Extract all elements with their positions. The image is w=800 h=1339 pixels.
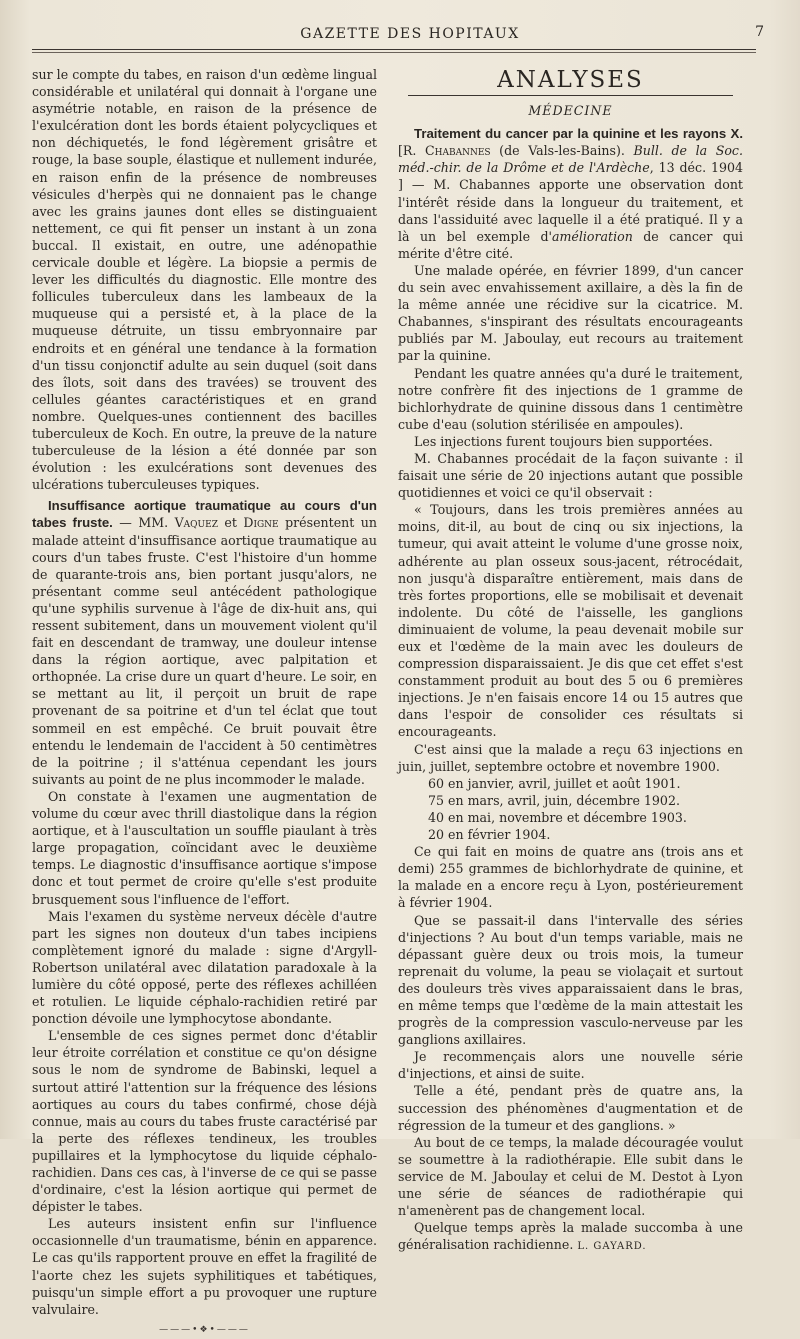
paragraph: L'ensemble de ces signes permet donc d'établir leur étroite corrélation et constitue ce qu'on désigne sous le nom de syndrome de Babinski, lequel a surtout attiré l'attention sur la fréquence des lésions aortiques au cours du tabes confirmé, chose déjà connue, mais au cours du tabes fruste caractérisé par la perte des réflexes tendineux, les troubles pupillaires et la lymphocytose du liquide céphalo-rachidien. Dans ces cas, à l'inverse de ce qui se passe d'ordinaire, c'est la lésion aortique qui permet de dépister le tabes. — [32, 1028, 377, 1215]
author-name: Chabannes — [425, 143, 491, 159]
paragraph: M. Chabannes procédait de la façon suivante : il faisait une série de 20 injections autant que possible quotidiennes et voici ce qu'il observait : — [398, 450, 743, 501]
list-item: 20 en février 1904. — [428, 827, 551, 843]
left-column — [32, 66, 377, 1339]
section-title: ANALYSES — [497, 67, 644, 93]
article-paragraph-aortic: Insuffisance aortique traumatique au cours d'un tabes fruste. — MM. Vaquez et Digne présentent un malade atteint d'insuffisance aortique traumatique au cours d'un tabes fruste. C'est l'histoire d'un homme de quarante-trois ans, bien portant jusqu'alors, ne présentant comme seul antécédent pathologique qu'une syphilis survenue à l'âge de dix-huit ans, qui ressent subitement, dans un mouvement violent qu'il fait en descendant de tramway, une douleur intense dans la région aortique, avec palpitation et orthopnée. La crise dure un quart d'heure. Le soir, en se mettant au lit, il perçoit un bruit de rape provenant de sa poitrine et d'un tel éclat que tout sommeil en est empêché. Ce bruit pouvait être entendu le lendemain de l'accident à 50 centimètres de la poitrine ; il s'atténua cependant les jours suivants au point de ne plus incommoder le malade. — [32, 498, 377, 787]
paragraph: C'est ainsi que la malade a reçu 63 injections en juin, juillet, septembre octobre et novembre 1900. — [398, 741, 743, 774]
list-item: 60 en janvier, avril, juillet et août 1901. — [428, 775, 681, 791]
right-column — [398, 66, 743, 1255]
end-ornament: ———•❖•——— — [159, 1324, 250, 1335]
article-heading: Insuffisance aortique traumatique au cours d'un tabes fruste. — [32, 498, 377, 531]
paragraph: On constate à l'examen une augmentation de volume du cœur avec thrill diastolique dans la région aortique, et à l'auscultation un souffle piaulant à très large propagation, coïncidant avec le deuxième temps. Le diagnostic d'insuffisance aortique s'impose donc et tout permet de croire qu'elle s'est produite brusquement sous l'influence de l'effort. — [32, 788, 377, 907]
list-item: 40 en mai, novembre et décembre 1903. — [428, 809, 687, 825]
author-name: Vaquez — [174, 515, 218, 531]
paragraph: Ce qui fait en moins de quatre ans (trois ans et demi) 255 grammes de bichlorhydrate de quinine, et la malade en a encore reçu à Lyon, postérieurement à février 1904. — [398, 844, 743, 911]
running-head: GAZETTE DES HOPITAUX — [300, 26, 520, 42]
paragraph: Pendant les quatre années qu'a duré le traitement, notre confrère fit des injections de 1 gramme de bichlorhydrate de quinine dissous dans 1 centimètre cube d'eau (solution stérilisée en ampoules). — [398, 365, 743, 432]
article-heading: Traitement du cancer par la quinine et les rayons X. — [414, 126, 743, 142]
paragraph: sur le compte du tabes, en raison d'un œdème lingual considérable et unilatéral qui donnait à l'organe une asymétrie notable, en raison de la présence de l'exulcération dont les bords étaient polycycliques et non déchiquetés, le fond légèrement grisâtre et rouge, la base souple, élastique et nullement indurée, en raison enfin de la présence de nombreuses vésicules d'herpès qui ne donnaient pas le change avec les grains jaunes dont elles se distinguaient nettement, ce qui fit penser un instant à un zona buccal. Il existait, en outre, une adénopathie cervicale double et légère. La biopsie a permis de lever les difficultés du diagnostic. Elle montre des follicules tuberculeux dans les lambeaux de la muqueuse qui a persisté et, à la place de la muqueuse détruite, un tissu embryonnaire par endroits et en général une tendance à la formation d'un tissu conjonctif adulte au sein duquel (soit dans des îlots, soit dans des travées) se trouvent des cellules géantes caractéristiques et en grand nombre. Quelques-unes contiennent des bacilles tuberculeux de Koch. En outre, la preuve de la nature tuberculeuse de la lésion a été donnée par son évolution : les exulcérations sont devenues des ulcérations tuberculeuses typiques. — [32, 67, 377, 493]
list-item: 75 en mars, avril, juin, décembre 1902. — [428, 792, 680, 808]
paragraph: Une malade opérée, en février 1899, d'un cancer du sein avec envahissement axillaire, a dès la fin de la même année une récidive sur la cicatrice. M. Chabannes, s'inspirant des résultats encourageants publiés par M. Jaboulay, eut recours au traitement par la quinine. — [398, 262, 743, 364]
paragraph: Les injections furent toujours bien supportées. — [414, 433, 713, 449]
paragraph: Que se passait-il dans l'intervalle des séries d'injections ? Au bout d'un temps variable, mais ne dépassant guère deux ou trois mois, la tumeur reprenait du volume, la peau se violaçait et surtout des douleurs très vives apparaissaient dans le bras, en même temps que l'œdème de la main attestait les progrès de la compression vasculo-nerveuse par les ganglions axillaires. — [398, 912, 743, 1048]
subsection-title: MÉDECINE — [528, 103, 613, 119]
paragraph: Au bout de ce temps, la malade découragée voulut se soumettre à la radiothérapie. Elle subit dans le service de M. Jaboulay et celui de M. Destot à Lyon une série de séances de radiothérapie qui n'amenèrent pas de changement local. — [398, 1134, 743, 1219]
section-rule — [408, 95, 733, 96]
author-name: Digne — [243, 515, 279, 531]
paragraph: « Toujours, dans les trois premières années au moins, dit-il, au bout de cinq ou six injections, la tumeur, qui avait atteint le volume d'une grosse noix, adhérente au plan osseux sous-jacent, rétrocédait, non jusqu'à disparaître entièrement, mais dans de très fortes proportions, elle se mobilisait et devenait indolente. Du côté de l'aisselle, les ganglions diminuaient de volume, la peau devenait mobile sur eux et l'œdème de la main avec les douleurs de compression disparaissaient. Je dis que cet effet s'est constamment produit au bout des 5 ou 6 premières injections. Je n'en faisais encore 14 ou 15 autres que dans l'espoir de consolider ces résultats si encourageants. — [398, 502, 743, 740]
page-number: 7 — [755, 24, 764, 40]
article-paragraph-cancer: Traitement du cancer par la quinine et les rayons X. [R. Chabannes (de Vals-les-Bains). Bull. de la Soc. méd.-chir. de la Drôme et de l'Ardèche, 13 déc. 1904 ] — M. Chabannes apporte une observation dont l'intérêt réside dans la longueur du traitement, et dans l'assiduité avec laquelle il a été pratiqué. Il y a là un bel exemple d'amélioration de cancer qui mérite d'être cité. — [398, 126, 743, 261]
header-rule — [32, 49, 756, 50]
paragraph: Mais l'examen du système nerveux décèle d'autre part les signes non douteux d'un tabes incipiens complètement ignoré du malade : signe d'Argyll-Robertson unilatéral avec dilatation paradoxale à la lumière du côté opposé, perte des réflexes achilléen et rotulien. Le liquide céphalo-rachidien retiré par ponction dévoile une lymphocytose abondante. — [32, 908, 377, 1027]
paragraph: Les auteurs insistent enfin sur l'influence occasionnelle d'un traumatisme, bénin en apparence. Le cas qu'ils rapportent prouve en effet la fragilité de l'aorte chez les sujets syphilitiques et tabétiques, puisqu'un simple effort a pu provoquer une rupture valvulaire. — [32, 1216, 377, 1317]
header-rule-thin — [32, 52, 756, 53]
author-signature: L. GAYARD. — [577, 1241, 647, 1253]
paragraph: Je recommençais alors une nouvelle série d'injections, et ainsi de suite. — [398, 1049, 743, 1082]
journal-title: Bull. de la Soc. méd.-chir. de la Drôme et de l'Ardèche — [398, 143, 743, 176]
paragraph-with-signature: Quelque temps après la malade succomba à une généralisation rachidienne. L. GAYARD. — [398, 1220, 743, 1253]
paragraph: Telle a été, pendant près de quatre ans, la succession des phénomènes d'augmentation et de régression de la tumeur et des ganglions. » — [398, 1083, 743, 1133]
